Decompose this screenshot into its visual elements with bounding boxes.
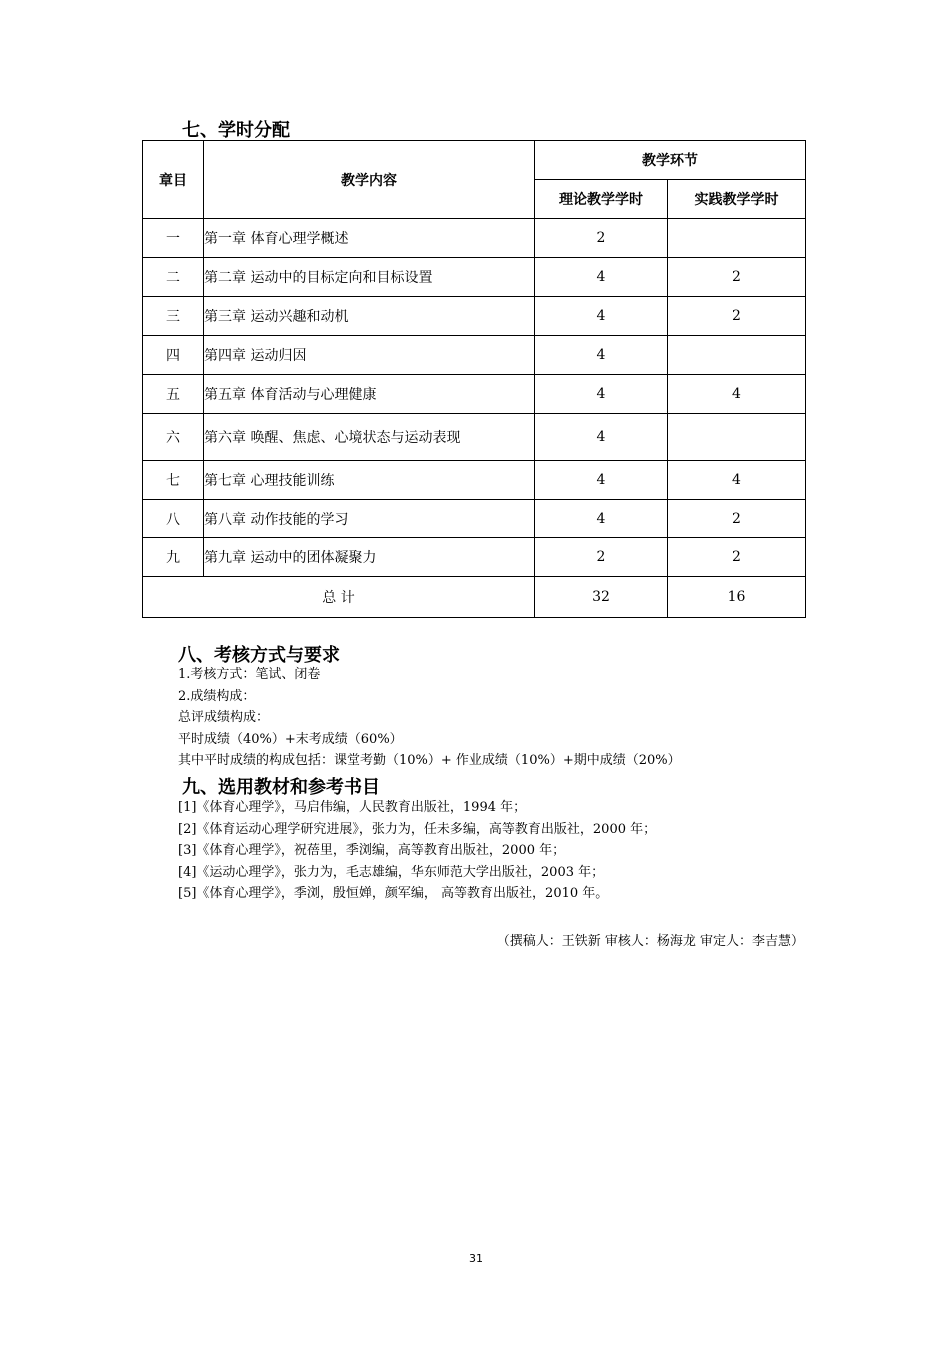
row-practice: 4 <box>668 375 806 414</box>
row-practice: 2 <box>668 297 806 336</box>
assessment-line: 其中平时成绩的构成包括：课堂考勤（10%）+ 作业成绩（10%）+期中成绩（20%） <box>178 753 681 768</box>
header-theory-hours: 理论教学学时 <box>535 180 668 219</box>
total-label: 总 计 <box>143 577 535 618</box>
row-theory: 4 <box>535 500 668 538</box>
row-theory: 2 <box>535 538 668 577</box>
row-chapter: 八 <box>143 500 204 538</box>
reference-list <box>178 797 656 905</box>
row-content: 第二章 运动中的目标定向和目标设置 <box>204 258 535 297</box>
row-chapter: 一 <box>143 219 204 258</box>
table-row <box>143 336 806 375</box>
row-chapter: 四 <box>143 336 204 375</box>
hours-allocation-table <box>142 140 806 618</box>
row-practice <box>668 336 806 375</box>
assessment-line: 总评成绩构成： <box>178 710 270 725</box>
row-practice: 2 <box>668 538 806 577</box>
row-chapter: 九 <box>143 538 204 577</box>
row-content: 第四章 运动归因 <box>204 336 535 375</box>
header-content: 教学内容 <box>204 141 535 219</box>
table-row <box>143 258 806 297</box>
row-practice: 2 <box>668 500 806 538</box>
table-row <box>143 297 806 336</box>
table-row <box>143 538 806 577</box>
page-number: 31 <box>469 1252 483 1265</box>
row-theory: 4 <box>535 375 668 414</box>
table-total-row <box>143 577 806 618</box>
row-practice <box>668 219 806 258</box>
row-chapter: 六 <box>143 414 204 461</box>
total-practice: 16 <box>668 577 806 618</box>
row-content: 第七章 心理技能训练 <box>204 461 535 500</box>
row-content: 第五章 体育活动与心理健康 <box>204 375 535 414</box>
row-chapter: 五 <box>143 375 204 414</box>
row-theory: 4 <box>535 414 668 461</box>
reference-item: [1]《体育心理学》，马启伟编，人民教育出版社，1994 年； <box>178 800 527 815</box>
table-row <box>143 500 806 538</box>
reference-item: [5]《体育心理学》，季浏，殷恒婵，颜军编， 高等教育出版社，2010 年。 <box>178 886 609 901</box>
reference-item: [4]《运动心理学》，张力为，毛志雄编，华东师范大学出版社，2003 年； <box>178 864 605 880</box>
section-8-title: 八、考核方式与要求 <box>178 645 340 666</box>
row-theory: 4 <box>535 297 668 336</box>
header-chapter: 章目 <box>143 141 204 219</box>
assessment-line: 1.考核方式：笔试、闭卷 <box>178 667 321 682</box>
row-content: 第九章 运动中的团体凝聚力 <box>204 538 535 577</box>
table-row <box>143 461 806 500</box>
row-content: 第一章 体育心理学概述 <box>204 219 535 258</box>
row-theory: 2 <box>535 219 668 258</box>
row-theory: 4 <box>535 258 668 297</box>
row-practice <box>668 414 806 461</box>
row-content: 第八章 动作技能的学习 <box>204 500 535 538</box>
assessment-lines <box>178 664 681 772</box>
row-chapter: 七 <box>143 461 204 500</box>
row-theory: 4 <box>535 461 668 500</box>
header-practice-hours: 实践教学学时 <box>668 180 806 219</box>
reference-item: [3]《体育心理学》，祝蓓里，季浏编，高等教育出版社，2000 年； <box>178 843 566 858</box>
table-row <box>143 219 806 258</box>
reference-item: [2]《体育运动心理学研究进展》，张力为，任未多编，高等教育出版社，2000 年； <box>178 821 657 837</box>
row-chapter: 二 <box>143 258 204 297</box>
header-teaching-link: 教学环节 <box>535 141 806 180</box>
section-7-title: 七、学时分配 <box>182 120 290 141</box>
row-theory: 4 <box>535 336 668 375</box>
table-row <box>143 375 806 414</box>
section-9-title: 九、选用教材和参考书目 <box>182 777 380 798</box>
table-row <box>143 414 806 461</box>
row-practice: 4 <box>668 461 806 500</box>
row-chapter: 三 <box>143 297 204 336</box>
row-practice: 2 <box>668 258 806 297</box>
assessment-line: 2.成绩构成： <box>178 688 256 704</box>
row-content: 第六章 唤醒、焦虑、心境状态与运动表现 <box>204 414 535 461</box>
row-content: 第三章 运动兴趣和动机 <box>204 297 535 336</box>
assessment-line: 平时成绩（40%）+末考成绩（60%） <box>178 731 403 747</box>
signature-line: （撰稿人：王铁新 审核人：杨海龙 审定人：李吉慧） <box>496 934 804 949</box>
total-theory: 32 <box>535 577 668 618</box>
